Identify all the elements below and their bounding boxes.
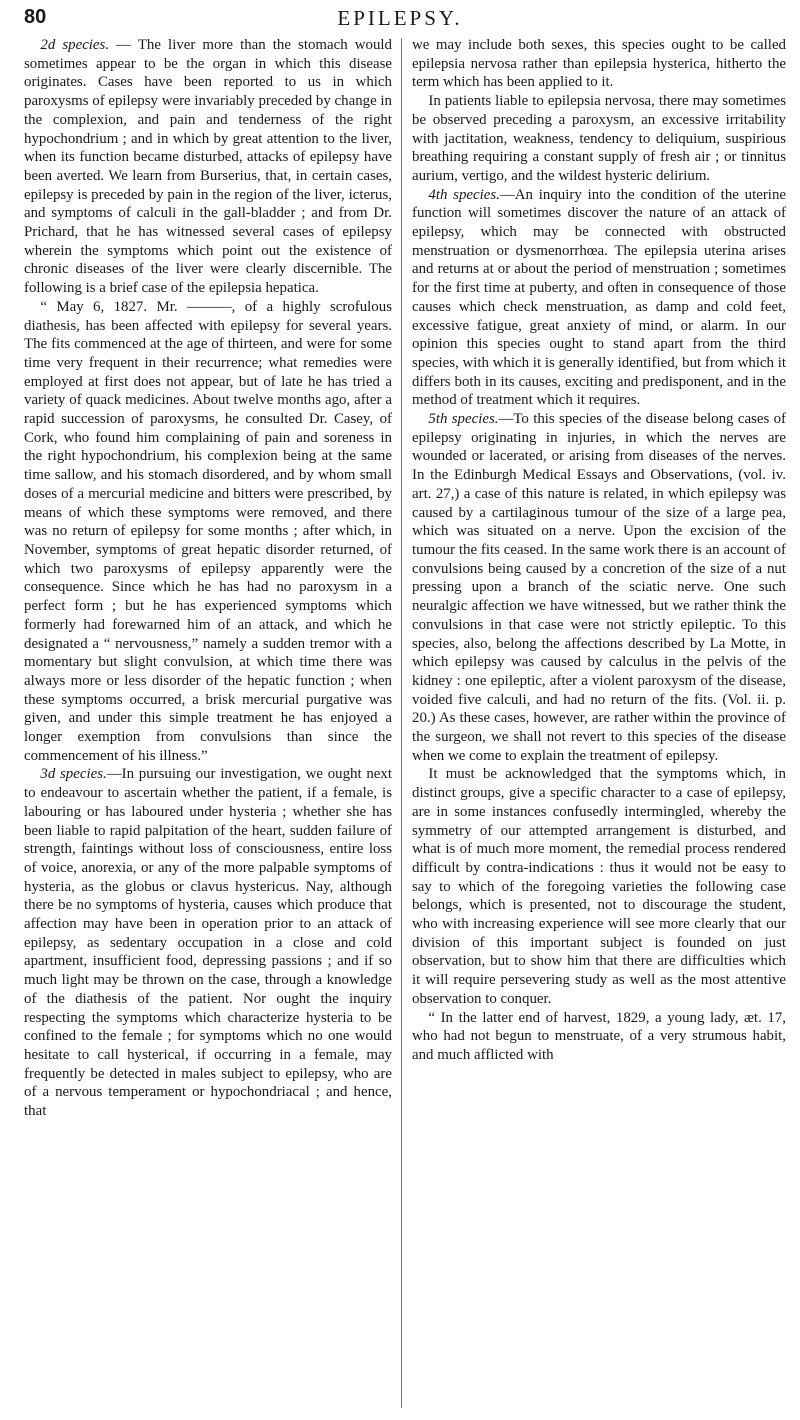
left-column [24, 36, 392, 1121]
paragraph-text: —In pursuing our investigation, we ought next to endeavour to ascertain whether the patient, if a female, is labouring or has laboured under hysteria ; whether she has been liable to rapid palpitation of the heart, sudden failure of strength, faintings without loss of consciousness, entire loss of voice, anorexia, or any of the more palpable symptoms of hysteria, as the globus or clavus hystericus. Nay, although there be no symptoms of hysteria, causes which produce that affection may have been in operation prior to an attack of epilepsy, as sedentary occupation in a close and cold apartment, insufficient food, depressing passions ; and if so much light may be thrown on the case, through a knowledge of the diathesis of the patient. Nor ought the inquiry respecting the symptoms which characterize hysteria to be confined to the female ; for symptoms which no one would hesitate to call hysterical, if occurring in a female, may frequently be detected in males subject to epilepsy, who are of a nervous temperament or hypochondriacal ; and hence, that [24, 766, 392, 1120]
paragraph-5th-species [412, 410, 786, 765]
page-header [0, 2, 800, 32]
paragraph-epilepsia-nervosa: In patients liable to epilepsia nervosa, there may sometimes be observed preceding a paroxysm, an excessive irritability with jactitation, weakness, tendency to deliquium, suspirious breathing requiring a constant supply of fresh air ; or tinnitus aurium, vertigo, and the wildest hysteric delirium. [412, 93, 786, 184]
paragraph-4th-species [412, 186, 786, 410]
species-label: 4th species. [428, 186, 500, 203]
paragraph-acknowledgement: It must be acknowledged that the symptoms which, in distinct groups, give a specific character to a case of epilepsy, are in some instances confusedly intermingled, whereby the symmetry of our attempted arrangement is disturbed, and what is of much more moment, the remedial process rendered difficult by contra-indications : thus it would not be easy to say to which of the foregoing varieties the following case belongs, which is presented, not to discourage the student, who with increasing experience will see more clearly that our division of this important subject is founded on just observation, but to show him that there are difficulties which it will require persevering study as well as the most attentive observation to conquer. [412, 766, 786, 1007]
paragraph-case-1829: “ In the latter end of harvest, 1829, a young lady, æt. 17, who had not begun to menstruate, of a very strumous habit, and much afflicted with [412, 1009, 786, 1063]
paragraph-text: —To this species of the disease belong cases of epilepsy originating in injuries, in which the nerves are wounded or lacerated, or arising from diseases of the nerves. In the Edinburgh Medical Essays and Observations, (vol. iv. art. 27,) a case of this nature is related, in which epilepsy was caused by a cartilaginous tumour of the size of a large pea, which was situated on a nerve. Upon the excision of the tumour the fits ceased. In the same work there is an account of convulsions being caused by a concretion of the size of a nut pressing upon a branch of the sciatic nerve. One such neuralgic affection we have witnessed, but we rather think the convulsions in that case were not strictly epileptic. To this species, also, belong the affections described by La Motte, in which epilepsy was caused by calculus in the pelvis of the kidney : one epileptic, after a violent paroxysm of the disease, voided five calculi, and had no return of the fits. (Vol. ii. p. 20.) As these cases, however, are rather within the province of the surgeon, we shall not revert to this species of the disease when we come to explain the treatment of epilepsy. [412, 411, 786, 764]
running-title: EPILEPSY. [337, 6, 463, 30]
paragraph-text: — The liver more than the stomach would sometimes appear to be the organ in which this disease originates. Cases have been reported to us in which paroxysms of epilepsy were invariably preceded by change in the complexion, and pain and tenderness of the right hypochondrium ; and in which by great attention to the liver, when its function became disturbed, attacks of epilepsy have been averted. We learn from Burserius, that, in certain cases, epilepsy is preceded by pain in the region of the liver, icterus, and symptoms of calculi in the gall-bladder ; and from Dr. Prichard, that he has witnessed several cases of epilepsy wherein the symptoms which point out the existence of chronic diseases of the liver were clearly discernible. The following is a brief case of the epilepsia hepatica. [24, 37, 392, 297]
species-label: 3d species. [40, 766, 107, 783]
species-label: 2d species. [40, 37, 110, 53]
paragraph-3d-species [24, 765, 392, 1120]
paragraph-text: —An inquiry into the condition of the uterine function will sometimes discover the nature of an attack of epilepsy, which may be connected with obstructed menstruation or dysmenorrhœa. The epilepsia uterina arises and returns at or about the period of menstruation ; sometimes for the first time at puberty, and often in consequence of those causes which check menstruation, as damp and cold feet, excessive fatigue, great anxiety of mind, or alarm. In our opinion this species ought to stand apart from the third species, with which it is generally identified, but from which it differs both in its causes, exciting and predisponent, and in the method of treatment which it requires. [412, 186, 786, 409]
column-divider [401, 38, 402, 1408]
paragraph-continuation: we may include both sexes, this species ought to be called epilepsia nervosa rather than epilepsia hysterica, hitherto the term which has been applied to it. [412, 37, 786, 91]
page-number: 80 [24, 6, 47, 28]
paragraph-case-may-1827: “ May 6, 1827. Mr. ———, of a highly scrofulous diathesis, has been affected with epilepsy for several years. The fits commenced at the age of thirteen, and were for some time very frequent in their recurrence; what remedies were employed at first does not appear, but of late he has tried a variety of quack medicines. About twelve months ago, after a rapid succession of paroxysms, he consulted Dr. Casey, of Cork, who found him complaining of pain and soreness in the right hypochondrium, his complexion being at the same time sallow, and his stomach disordered, and by whom small doses of a mercurial medicine and bitters were prescribed, by means of which these symptoms were removed, and there was no return of epilepsy for some months ; after which, in November, symptoms of great hepatic disorder returned, of which two paroxysms of epilepsy apparently were the consequence. Since which he has had no paroxysm in a perfect form ; but he has experienced symptoms which formerly had forewarned him of an attack, and which he designated a “ nervousness,” namely a sudden tremor with a momentary but slight convulsion, at which time there was always more or less disorder of the hepatic function ; when these symptoms occurred, a brisk mercurial purgative was given, and under this simple treatment he has enjoyed a longer exemption from convulsions than since the commencement of his illness.” [24, 298, 392, 764]
species-label: 5th species. [428, 411, 499, 428]
paragraph-2d-species [24, 36, 392, 298]
right-column [412, 36, 786, 1065]
